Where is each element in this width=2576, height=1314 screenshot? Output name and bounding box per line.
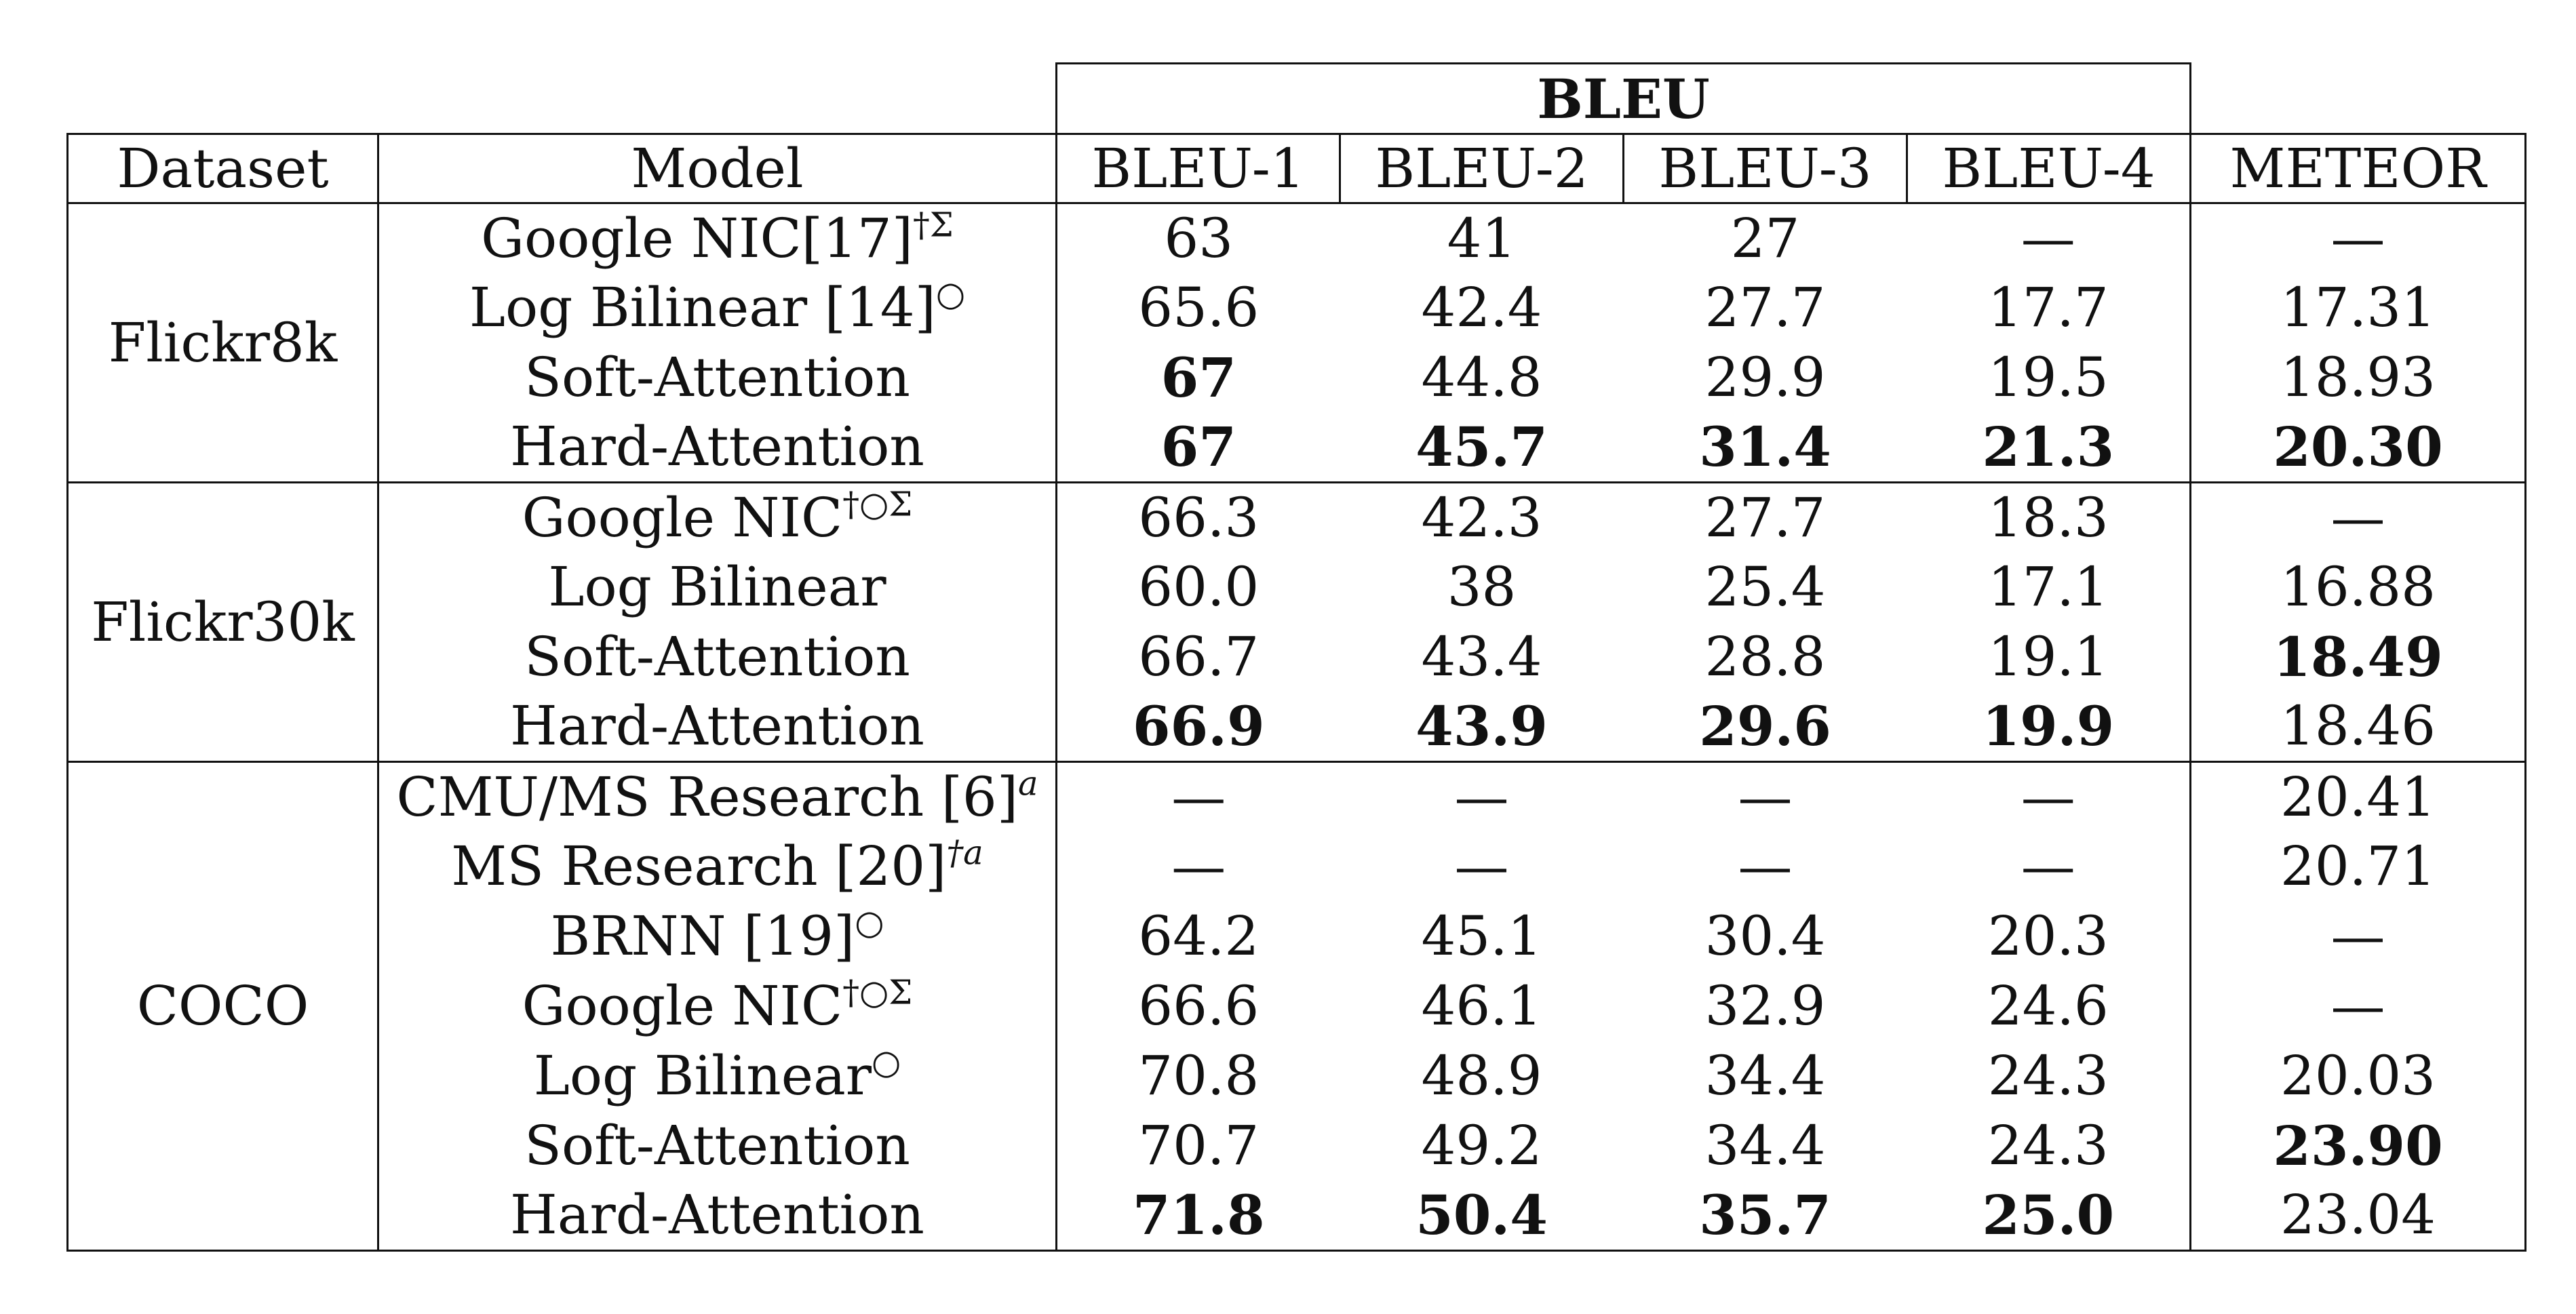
bleu-4-cell: 18.3 (1907, 483, 2191, 553)
model-name: Soft-Attention (524, 625, 910, 688)
bleu-2-cell: 45.1 (1421, 904, 1542, 968)
meteor-cell: 18.46 (2191, 692, 2526, 762)
bleu-1-cell: 66.7 (1138, 625, 1260, 688)
dataset-cell: Flickr8k (68, 203, 378, 483)
bleu-3-cell: 30.4 (1704, 904, 1826, 968)
bleu-4-cell: 19.9 (1907, 692, 2191, 762)
column-header-bleu-2: BLEU-2 (1340, 134, 1624, 203)
bleu-3-cell: 32.9 (1704, 974, 1826, 1037)
model-footnote-marker: †○Σ (842, 972, 913, 1012)
bleu-1-cell: 70.7 (1138, 1114, 1260, 1177)
table-row (68, 622, 2526, 692)
column-header-model: Model (378, 134, 1057, 203)
bleu-3-cell: 27.7 (1704, 276, 1826, 339)
bleu-3-cell: — (1738, 835, 1793, 898)
meteor-cell: — (2191, 483, 2526, 553)
table-row (68, 273, 2526, 343)
column-header-bleu-1: BLEU-1 (1057, 134, 1340, 203)
bleu-2-cell: 42.4 (1421, 276, 1542, 339)
table-row (68, 483, 2526, 553)
bleu-3-cell: 31.4 (1699, 415, 1831, 479)
bleu-3-cell: 27 (1624, 203, 1907, 273)
bleu-2-cell: 43.4 (1421, 625, 1542, 688)
meteor-cell: 20.41 (2191, 762, 2526, 832)
model-name: Log Bilinear (548, 555, 886, 618)
meteor-cell: 20.03 (2191, 1041, 2526, 1111)
model-footnote-marker (1018, 763, 1038, 803)
bleu-2-cell: 41 (1340, 203, 1624, 273)
bleu-2-cell: — (1340, 762, 1624, 832)
model-cell (378, 483, 1057, 553)
meteor-cell: 18.93 (2191, 343, 2526, 413)
bleu-3-cell: 27.7 (1624, 483, 1907, 553)
model-name: Google NIC (522, 974, 843, 1037)
bleu-2-cell: 49.2 (1421, 1114, 1542, 1177)
bleu-2-cell: 38 (1447, 555, 1517, 618)
column-header-meteor: METEOR (2191, 134, 2526, 203)
column-header-bleu-3: BLEU-3 (1624, 134, 1907, 203)
model-cell (378, 553, 1057, 622)
bleu-3-cell: 34.4 (1704, 1114, 1826, 1177)
model-name: MS Research [20] (451, 835, 947, 898)
meteor-cell: — (2191, 902, 2526, 972)
model-cell (378, 203, 1057, 273)
meteor-cell: 20.30 (2191, 413, 2526, 483)
bleu-1-cell: 67 (1160, 346, 1236, 410)
model-footnote-marker-text: †a (946, 833, 983, 873)
model-name: Log Bilinear [14] (469, 276, 936, 339)
bleu-2-cell: — (1454, 835, 1509, 898)
bleu-3-cell: 28.8 (1704, 625, 1826, 688)
model-footnote-marker: ○ (855, 902, 884, 942)
group-header-row (68, 64, 2526, 134)
bleu-4-cell: 20.3 (1907, 902, 2191, 972)
bleu-1-cell: 67 (1160, 415, 1236, 479)
model-name: Hard-Attention (510, 415, 924, 479)
bleu-2-cell: 45.7 (1416, 415, 1548, 479)
table-row (68, 553, 2526, 622)
model-footnote-marker: †○Σ (842, 484, 913, 523)
model-name: Soft-Attention (524, 1114, 910, 1177)
bleu-1-cell: 66.6 (1138, 974, 1260, 1037)
results-table (66, 62, 2526, 1252)
model-cell (378, 1181, 1057, 1251)
bleu-4-cell: 19.1 (1907, 622, 2191, 692)
bleu-1-cell: 60.0 (1138, 555, 1260, 618)
model-name: Hard-Attention (510, 694, 924, 758)
bleu-3-cell: 35.7 (1624, 1181, 1907, 1251)
table-row (68, 902, 2526, 972)
bleu-4-cell: 24.6 (1907, 972, 2191, 1041)
bleu-4-cell: — (1907, 762, 2191, 832)
model-name: Google NIC (522, 485, 843, 549)
bleu-4-cell: 17.1 (1907, 553, 2191, 622)
bleu-1-cell: 64.2 (1138, 904, 1260, 968)
model-footnote-marker: †Σ (912, 205, 954, 244)
bleu-1-cell: 66.9 (1132, 694, 1265, 759)
meteor-cell: 17.31 (2191, 273, 2526, 343)
bleu-3-cell: 29.9 (1704, 346, 1826, 409)
bleu-1-cell: 65.6 (1138, 276, 1260, 339)
table-row (68, 413, 2526, 483)
dataset-cell: COCO (68, 762, 378, 1251)
model-name: Soft-Attention (524, 346, 910, 409)
table-row (68, 832, 2526, 902)
meteor-cell: — (2191, 203, 2526, 273)
table-row (68, 1181, 2526, 1251)
bleu-4-cell: 24.3 (1907, 1041, 2191, 1111)
bleu-1-cell: 63 (1057, 203, 1340, 273)
table-row (68, 762, 2526, 832)
table-row (68, 343, 2526, 413)
model-name: Log Bilinear (533, 1044, 872, 1107)
dataset-cell: Flickr30k (68, 483, 378, 762)
bleu-3-cell: 34.4 (1704, 1044, 1826, 1107)
model-footnote-marker: ○ (872, 1042, 901, 1082)
bleu-2-cell: 46.1 (1421, 974, 1542, 1037)
model-cell (378, 413, 1057, 483)
model-cell (378, 902, 1057, 972)
model-cell (378, 972, 1057, 1041)
column-header-dataset: Dataset (68, 134, 378, 203)
model-name: BRNN [19] (550, 904, 855, 968)
bleu-4-cell: 25.0 (1907, 1181, 2191, 1251)
bleu-1-cell: — (1057, 762, 1340, 832)
bleu-2-cell: 44.8 (1421, 346, 1542, 409)
bleu-group-header: BLEU (1057, 64, 2191, 134)
bleu-1-cell: — (1171, 835, 1226, 898)
meteor-cell: 23.04 (2191, 1181, 2526, 1251)
model-cell (378, 1041, 1057, 1111)
meteor-cell: 20.71 (2191, 832, 2526, 902)
table-row (68, 1041, 2526, 1111)
bleu-4-cell: 17.7 (1907, 273, 2191, 343)
bleu-3-cell: — (1624, 762, 1907, 832)
model-name: CMU/MS Research [6] (396, 765, 1019, 829)
model-cell (378, 622, 1057, 692)
meteor-cell: — (2191, 972, 2526, 1041)
model-cell (378, 1111, 1057, 1181)
model-cell (378, 273, 1057, 343)
bleu-2-cell: 42.3 (1340, 483, 1624, 553)
model-footnote-marker: ○ (935, 274, 966, 314)
meteor-cell: 18.49 (2191, 622, 2526, 692)
column-header-bleu-4: BLEU-4 (1907, 134, 2191, 203)
model-cell (378, 343, 1057, 413)
bleu-1-cell: 70.8 (1138, 1044, 1260, 1107)
table-row (68, 972, 2526, 1041)
bleu-2-cell: 48.9 (1421, 1044, 1542, 1107)
table-body (68, 203, 2526, 1251)
bleu-4-cell: — (1907, 832, 2191, 902)
meteor-cell: 23.90 (2191, 1111, 2526, 1181)
column-header-row (68, 134, 2526, 203)
bleu-3-cell: 29.6 (1699, 694, 1831, 759)
model-cell (378, 762, 1057, 832)
model-footnote-marker-text: a (1018, 763, 1038, 803)
model-cell (378, 832, 1057, 902)
table-row (68, 203, 2526, 273)
bleu-4-cell: 24.3 (1907, 1111, 2191, 1181)
meteor-cell: 16.88 (2191, 553, 2526, 622)
table-row (68, 692, 2526, 762)
bleu-4-cell: 21.3 (1907, 413, 2191, 483)
bleu-3-cell: 25.4 (1704, 555, 1826, 618)
model-name: Google NIC[17] (481, 206, 913, 270)
table-row (68, 1111, 2526, 1181)
model-name: Hard-Attention (510, 1183, 924, 1247)
bleu-4-cell: — (1907, 203, 2191, 273)
bleu-2-cell: 43.9 (1416, 694, 1548, 759)
bleu-1-cell: 66.3 (1057, 483, 1340, 553)
bleu-2-cell: 50.4 (1340, 1181, 1624, 1251)
bleu-4-cell: 19.5 (1907, 343, 2191, 413)
model-cell (378, 692, 1057, 762)
bleu-1-cell: 71.8 (1057, 1181, 1340, 1251)
model-footnote-marker (946, 833, 983, 872)
